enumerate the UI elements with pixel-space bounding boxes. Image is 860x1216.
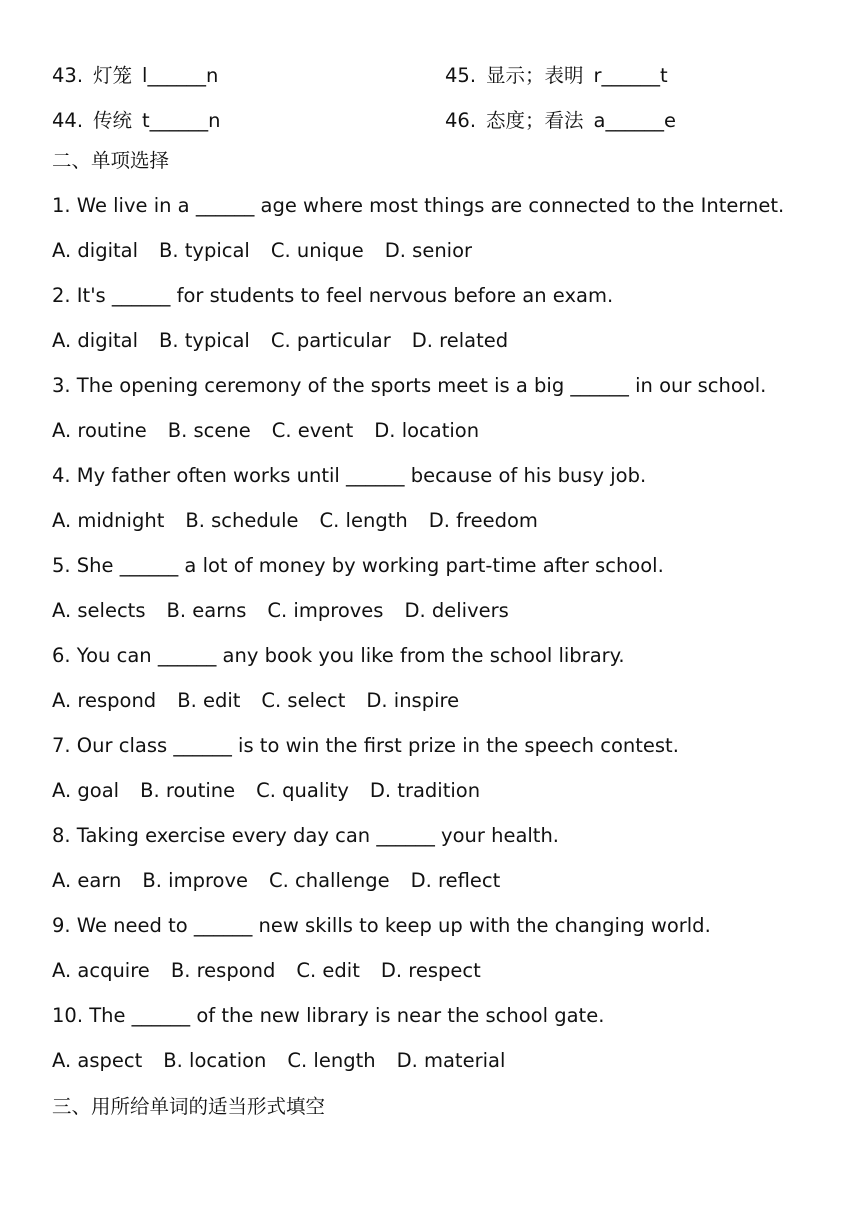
option-a: A. respond [52,689,157,712]
option-d: D. respect [380,959,481,982]
section-heading-fill-in: 三、用所给单词的适当形式填空 [52,1095,326,1118]
option-a: A. goal [52,779,120,802]
option-c: C. challenge [269,869,390,892]
option-b: B. edit [177,689,241,712]
question-stem: 9. We need to ______ new skills to keep up with the changing world. [52,914,711,937]
option-d: D. inspire [366,689,460,712]
question-options [52,1048,505,1074]
option-c: C. select [261,689,346,712]
vocab-number: 43. [52,64,84,87]
question-options [52,328,508,354]
option-c: C. particular [270,329,391,352]
vocab-hint: t______n [142,109,221,132]
vocab-chinese: 显示；表明 [486,64,584,87]
option-a: A. acquire [52,959,150,982]
vocab-item-44 [52,108,221,134]
question-stem: 5. She ______ a lot of money by working part-time after school. [52,554,664,577]
vocab-chinese: 传统 [93,109,133,132]
option-d: D. senior [384,239,473,262]
option-d: D. delivers [404,599,509,622]
option-b: B. location [163,1049,267,1072]
question-stem: 2. It's ______ for students to feel nervous before an exam. [52,284,614,307]
option-a: A. selects [52,599,146,622]
question-options [52,778,480,804]
option-a: A. digital [52,329,138,352]
question-options [52,958,481,984]
question-options [52,598,509,624]
vocab-number: 44. [52,109,84,132]
option-b: B. typical [159,239,250,262]
question-options [52,418,479,444]
option-c: C. length [287,1049,376,1072]
option-c: C. length [319,509,408,532]
vocab-hint: a______e [593,109,676,132]
vocab-item-45 [445,63,668,89]
option-d: D. tradition [369,779,481,802]
question-stem: 6. You can ______ any book you like from the school library. [52,644,625,667]
question-options [52,688,459,714]
vocab-row [52,63,842,93]
question-stem: 10. The ______ of the new library is near the school gate. [52,1004,605,1027]
option-d: D. material [396,1049,506,1072]
question-stem: 8. Taking exercise every day can ______ your health. [52,824,560,847]
option-b: B. earns [166,599,247,622]
vocab-row [52,108,842,138]
option-c: C. event [271,419,354,442]
question-options [52,508,538,534]
vocab-item-46 [445,108,676,134]
vocab-hint: l______n [142,64,219,87]
vocab-hint: r______t [593,64,668,87]
option-b: B. improve [142,869,248,892]
option-a: A. digital [52,239,138,262]
vocab-item-43 [52,63,218,89]
vocab-chinese: 灯笼 [93,64,133,87]
section-heading-multiple-choice: 二、单项选择 [52,149,170,172]
question-options [52,868,500,894]
option-d: D. reflect [410,869,501,892]
question-stem: 1. We live in a ______ age where most things are connected to the Internet. [52,194,785,217]
option-d: D. freedom [428,509,538,532]
option-b: B. typical [159,329,250,352]
vocab-chinese: 态度；看法 [486,109,584,132]
option-a: A. earn [52,869,122,892]
question-stem: 3. The opening ceremony of the sports meet is a big ______ in our school. [52,374,767,397]
option-a: A. routine [52,419,147,442]
question-stem: 4. My father often works until ______ because of his busy job. [52,464,647,487]
option-c: C. edit [296,959,360,982]
vocab-number: 45. [445,64,477,87]
option-b: B. scene [167,419,251,442]
option-b: B. schedule [185,509,299,532]
option-d: D. related [411,329,509,352]
option-a: A. aspect [52,1049,143,1072]
option-b: B. respond [170,959,276,982]
option-a: A. midnight [52,509,165,532]
question-options [52,238,472,264]
option-c: C. quality [256,779,349,802]
vocab-number: 46. [445,109,477,132]
option-c: C. unique [270,239,364,262]
question-stem: 7. Our class ______ is to win the first prize in the speech contest. [52,734,679,757]
option-c: C. improves [267,599,384,622]
option-d: D. location [374,419,480,442]
option-b: B. routine [140,779,236,802]
